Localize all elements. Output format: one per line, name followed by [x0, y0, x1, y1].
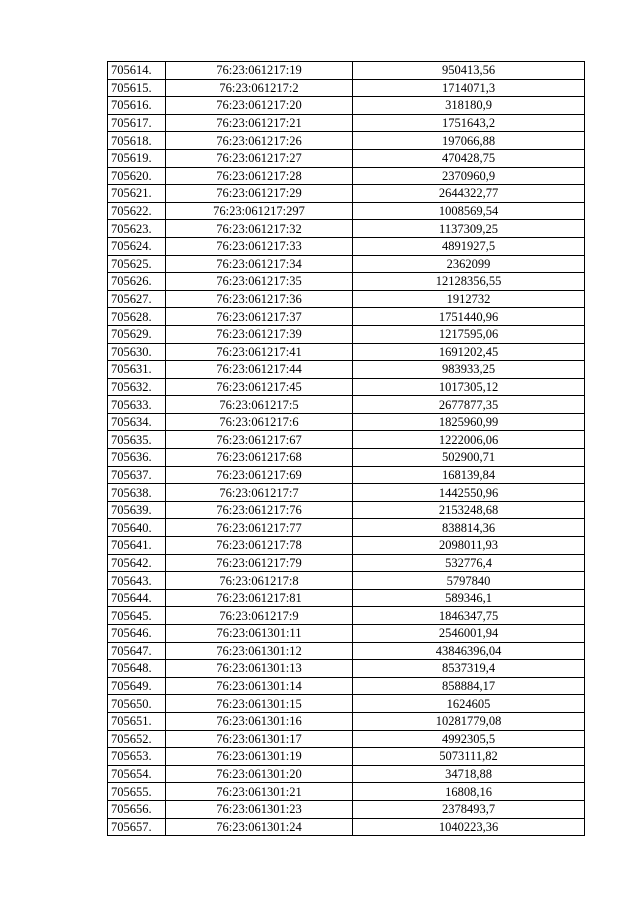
row-number-cell: 705653. [108, 748, 166, 766]
cadastral-number-cell: 76:23:061217:37 [166, 308, 353, 326]
cadastral-number-cell: 76:23:061217:67 [166, 431, 353, 449]
table-row [108, 625, 585, 643]
table-row [108, 308, 585, 326]
cadastral-value-cell: 1137309,25 [353, 220, 585, 238]
cadastral-number-cell: 76:23:061217:36 [166, 290, 353, 308]
cadastral-value-cell: 1040223,36 [353, 818, 585, 836]
cadastral-number-cell: 76:23:061217:2 [166, 79, 353, 97]
cadastral-value-cell: 532776,4 [353, 554, 585, 572]
cadastral-value-cell: 950413,56 [353, 62, 585, 80]
row-number-cell: 705645. [108, 607, 166, 625]
table-row [108, 800, 585, 818]
row-number-cell: 705615. [108, 79, 166, 97]
table-row [108, 132, 585, 150]
row-number-cell: 705627. [108, 290, 166, 308]
cadastral-number-cell: 76:23:061301:20 [166, 765, 353, 783]
cadastral-value-cell: 1912732 [353, 290, 585, 308]
cadastral-value-cell: 34718,88 [353, 765, 585, 783]
cadastral-value-cell: 2644322,77 [353, 185, 585, 203]
cadastral-number-cell: 76:23:061301:14 [166, 677, 353, 695]
table-row [108, 748, 585, 766]
row-number-cell: 705618. [108, 132, 166, 150]
table-row [108, 783, 585, 801]
cadastral-number-cell: 76:23:061301:23 [166, 800, 353, 818]
cadastral-value-cell: 983933,25 [353, 361, 585, 379]
cadastral-number-cell: 76:23:061217:21 [166, 114, 353, 132]
table-row [108, 62, 585, 80]
table-row [108, 378, 585, 396]
row-number-cell: 705633. [108, 396, 166, 414]
table-row [108, 519, 585, 537]
cadastral-number-cell: 76:23:061217:9 [166, 607, 353, 625]
row-number-cell: 705617. [108, 114, 166, 132]
row-number-cell: 705656. [108, 800, 166, 818]
row-number-cell: 705631. [108, 361, 166, 379]
cadastral-number-cell: 76:23:061217:29 [166, 185, 353, 203]
row-number-cell: 705623. [108, 220, 166, 238]
cadastral-number-cell: 76:23:061217:33 [166, 237, 353, 255]
table-row [108, 167, 585, 185]
row-number-cell: 705650. [108, 695, 166, 713]
row-number-cell: 705649. [108, 677, 166, 695]
cadastral-number-cell: 76:23:061301:19 [166, 748, 353, 766]
cadastral-number-cell: 76:23:061217:39 [166, 325, 353, 343]
row-number-cell: 705641. [108, 537, 166, 555]
table-row [108, 290, 585, 308]
table-row [108, 572, 585, 590]
row-number-cell: 705654. [108, 765, 166, 783]
table-row [108, 554, 585, 572]
row-number-cell: 705629. [108, 325, 166, 343]
row-number-cell: 705626. [108, 273, 166, 291]
row-number-cell: 705614. [108, 62, 166, 80]
row-number-cell: 705635. [108, 431, 166, 449]
table-row [108, 660, 585, 678]
cadastral-value-cell: 12128356,55 [353, 273, 585, 291]
cadastral-number-cell: 76:23:061217:6 [166, 413, 353, 431]
row-number-cell: 705624. [108, 237, 166, 255]
row-number-cell: 705638. [108, 484, 166, 502]
table-row [108, 607, 585, 625]
cadastral-value-cell: 1217595,06 [353, 325, 585, 343]
cadastral-value-cell: 1222006,06 [353, 431, 585, 449]
cadastral-number-cell: 76:23:061301:11 [166, 625, 353, 643]
table-row [108, 396, 585, 414]
row-number-cell: 705651. [108, 712, 166, 730]
cadastral-value-cell: 2677877,35 [353, 396, 585, 414]
cadastral-number-cell: 76:23:061217:7 [166, 484, 353, 502]
cadastral-number-cell: 76:23:061217:81 [166, 589, 353, 607]
cadastral-number-cell: 76:23:061217:5 [166, 396, 353, 414]
cadastral-value-cell: 5073111,82 [353, 748, 585, 766]
cadastral-value-cell: 2153248,68 [353, 501, 585, 519]
cadastral-value-cell: 2370960,9 [353, 167, 585, 185]
table-row [108, 501, 585, 519]
row-number-cell: 705634. [108, 413, 166, 431]
cadastral-value-cell: 2546001,94 [353, 625, 585, 643]
cadastral-number-cell: 76:23:061217:77 [166, 519, 353, 537]
table-row [108, 361, 585, 379]
cadastral-value-cell: 1691202,45 [353, 343, 585, 361]
cadastral-value-cell: 502900,71 [353, 449, 585, 467]
cadastral-value-cell: 858884,17 [353, 677, 585, 695]
cadastral-number-cell: 76:23:061301:13 [166, 660, 353, 678]
cadastral-number-cell: 76:23:061301:16 [166, 712, 353, 730]
cadastral-value-cell: 1846347,75 [353, 607, 585, 625]
cadastral-value-cell: 589346,1 [353, 589, 585, 607]
cadastral-value-cell: 1825960,99 [353, 413, 585, 431]
row-number-cell: 705646. [108, 625, 166, 643]
table-row [108, 712, 585, 730]
cadastral-number-cell: 76:23:061217:20 [166, 97, 353, 115]
cadastral-number-cell: 76:23:061217:19 [166, 62, 353, 80]
cadastral-value-cell: 1751440,96 [353, 308, 585, 326]
row-number-cell: 705625. [108, 255, 166, 273]
cadastral-number-cell: 76:23:061301:21 [166, 783, 353, 801]
row-number-cell: 705620. [108, 167, 166, 185]
cadastral-value-cell: 2378493,7 [353, 800, 585, 818]
table-row [108, 695, 585, 713]
row-number-cell: 705657. [108, 818, 166, 836]
table-row [108, 149, 585, 167]
row-number-cell: 705636. [108, 449, 166, 467]
row-number-cell: 705648. [108, 660, 166, 678]
cadastral-value-cell: 1751643,2 [353, 114, 585, 132]
row-number-cell: 705630. [108, 343, 166, 361]
table-row [108, 677, 585, 695]
cadastral-value-cell: 5797840 [353, 572, 585, 590]
cadastral-value-cell: 838814,36 [353, 519, 585, 537]
row-number-cell: 705632. [108, 378, 166, 396]
table-row [108, 431, 585, 449]
cadastral-value-cell: 1442550,96 [353, 484, 585, 502]
table-row [108, 537, 585, 555]
table-row [108, 97, 585, 115]
table-row [108, 114, 585, 132]
cadastral-number-cell: 76:23:061217:78 [166, 537, 353, 555]
cadastral-value-cell: 2362099 [353, 255, 585, 273]
cadastral-number-cell: 76:23:061301:15 [166, 695, 353, 713]
cadastral-number-cell: 76:23:061217:8 [166, 572, 353, 590]
table-row [108, 642, 585, 660]
cadastral-number-cell: 76:23:061217:35 [166, 273, 353, 291]
cadastral-value-cell: 1624605 [353, 695, 585, 713]
cadastral-number-cell: 76:23:061217:44 [166, 361, 353, 379]
table-body [108, 62, 585, 836]
table-row [108, 325, 585, 343]
table-row [108, 449, 585, 467]
row-number-cell: 705622. [108, 202, 166, 220]
cadastral-number-cell: 76:23:061217:76 [166, 501, 353, 519]
table-row [108, 343, 585, 361]
cadastral-value-table [107, 61, 585, 836]
cadastral-value-cell: 43846396,04 [353, 642, 585, 660]
cadastral-value-cell: 10281779,08 [353, 712, 585, 730]
cadastral-number-cell: 76:23:061217:79 [166, 554, 353, 572]
table-row [108, 818, 585, 836]
cadastral-value-cell: 16808,16 [353, 783, 585, 801]
cadastral-value-cell: 2098011,93 [353, 537, 585, 555]
cadastral-value-cell: 1008569,54 [353, 202, 585, 220]
cadastral-number-cell: 76:23:061301:17 [166, 730, 353, 748]
cadastral-number-cell: 76:23:061217:27 [166, 149, 353, 167]
cadastral-number-cell: 76:23:061217:32 [166, 220, 353, 238]
table-row [108, 185, 585, 203]
cadastral-value-cell: 4891927,5 [353, 237, 585, 255]
table-row [108, 220, 585, 238]
cadastral-value-cell: 318180,9 [353, 97, 585, 115]
cadastral-number-cell: 76:23:061217:28 [166, 167, 353, 185]
row-number-cell: 705655. [108, 783, 166, 801]
cadastral-value-cell: 1017305,12 [353, 378, 585, 396]
cadastral-value-cell: 1714071,3 [353, 79, 585, 97]
cadastral-number-cell: 76:23:061217:68 [166, 449, 353, 467]
row-number-cell: 705639. [108, 501, 166, 519]
cadastral-value-cell: 168139,84 [353, 466, 585, 484]
cadastral-number-cell: 76:23:061217:34 [166, 255, 353, 273]
table-row [108, 202, 585, 220]
table-row [108, 237, 585, 255]
table-row [108, 589, 585, 607]
row-number-cell: 705647. [108, 642, 166, 660]
cadastral-number-cell: 76:23:061217:41 [166, 343, 353, 361]
cadastral-value-cell: 470428,75 [353, 149, 585, 167]
table-row [108, 484, 585, 502]
cadastral-value-cell: 4992305,5 [353, 730, 585, 748]
row-number-cell: 705642. [108, 554, 166, 572]
row-number-cell: 705644. [108, 589, 166, 607]
table-row [108, 765, 585, 783]
cadastral-number-cell: 76:23:061217:26 [166, 132, 353, 150]
row-number-cell: 705619. [108, 149, 166, 167]
cadastral-number-cell: 76:23:061217:69 [166, 466, 353, 484]
row-number-cell: 705628. [108, 308, 166, 326]
table-row [108, 79, 585, 97]
row-number-cell: 705616. [108, 97, 166, 115]
cadastral-number-cell: 76:23:061301:24 [166, 818, 353, 836]
row-number-cell: 705621. [108, 185, 166, 203]
row-number-cell: 705640. [108, 519, 166, 537]
cadastral-value-cell: 197066,88 [353, 132, 585, 150]
row-number-cell: 705637. [108, 466, 166, 484]
cadastral-number-cell: 76:23:061217:45 [166, 378, 353, 396]
cadastral-number-cell: 76:23:061217:297 [166, 202, 353, 220]
row-number-cell: 705643. [108, 572, 166, 590]
cadastral-value-cell: 8537319,4 [353, 660, 585, 678]
table-row [108, 413, 585, 431]
row-number-cell: 705652. [108, 730, 166, 748]
table-row [108, 255, 585, 273]
table-row [108, 273, 585, 291]
table-row [108, 466, 585, 484]
table-row [108, 730, 585, 748]
cadastral-number-cell: 76:23:061301:12 [166, 642, 353, 660]
